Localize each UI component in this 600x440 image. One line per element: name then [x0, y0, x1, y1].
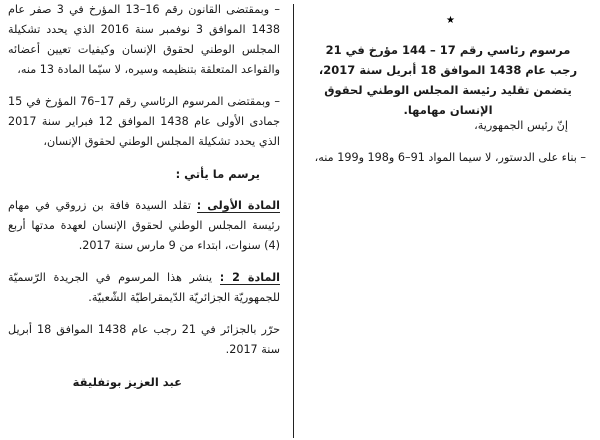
- star-separator-icon: ★: [446, 15, 455, 26]
- article-2-text: ينشر هذا المرسوم في الجريدة الرّسميّة للجمهوريّة الجزائريّة الدّيمقراطيّة الشّعبيّة.: [8, 271, 280, 304]
- signature: عبد العزيز بوتفليقة: [72, 375, 182, 389]
- article-1-text: تقلد السيدة فافة بن زروقي في مهام رئيسة المجلس الوطني لحقوق الإنسان لعهدة مدتها أربع (4) سنوات، ابتداء من 9 مارس سنة 2017.: [8, 199, 280, 252]
- article-2-label: المادة 2 :: [219, 271, 280, 284]
- column-divider: [293, 4, 294, 438]
- closing-formula: حرّر بالجزائر في 21 رجب عام 1438 الموافق 18 أبريل سنة 2017.: [8, 323, 280, 356]
- article-1: [8, 196, 280, 256]
- decree-opening: إنّ رئيس الجمهورية،: [474, 119, 568, 132]
- right-column-body: [306, 116, 586, 168]
- visa-constitution: – بناء على الدستور، لا سيما المواد 91–6 و198 و199 منه،: [314, 151, 586, 164]
- left-column: [8, 0, 280, 392]
- visa-law: – وبمقتضى القانون رقم 16–13 المؤرخ في 3 صفر عام 1438 الموافق 3 نوفمبر سنة 2016 الذي يحدد تشكيلة المجلس الوطني لحقوق الإنسان وكيفيات تعيين أعضائه والقواعد المتعلقة بتنظيمه وسيره، لا سيّما المادة 13 منه،: [8, 3, 280, 76]
- visa-decree: – وبمقتضى المرسوم الرئاسي رقم 17–76 المؤرخ في 15 جمادى الأولى عام 1438 الموافق 12 فبراير سنة 2017 الذي يحدد تشكيلة المجلس الوطني لحقوق الإنسان،: [8, 95, 281, 148]
- decree-title: مرسوم رئاسي رقم 17 – 144 مؤرخ في 21 رجب عام 1438 الموافق 18 أبريل سنة 2017، يتضمن تقليد رئيسة المجلس الوطني لحقوق الإنسان مهامها.: [318, 43, 578, 117]
- decrees-heading: يرسم ما يأتي :: [175, 167, 260, 181]
- article-2: [8, 268, 280, 308]
- article-1-label: المادة الأولى :: [196, 199, 280, 212]
